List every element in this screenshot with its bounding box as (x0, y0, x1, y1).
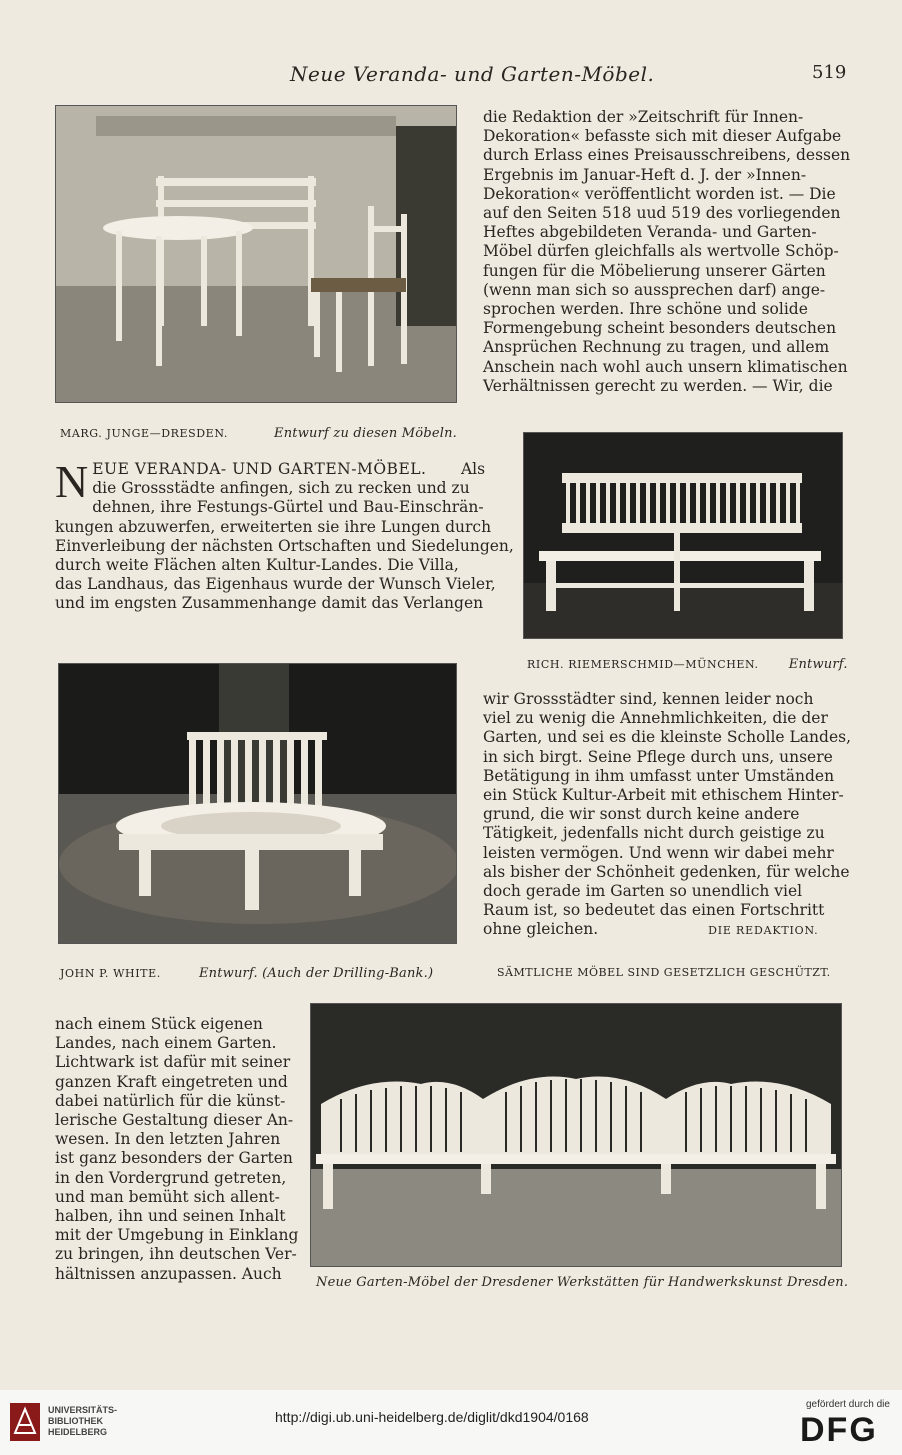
text-line: dabei natürlich für die künst- (55, 1091, 286, 1110)
text-line: und im engsten Zusammenhange damit das Verlangen (55, 594, 484, 613)
text-line: sprochen werden. Ihre schöne und solide (483, 300, 808, 319)
text-left-bottom (55, 1015, 299, 1284)
caption-junge (60, 426, 457, 441)
text-line: Raum ist, so bedeutet das einen Fortschritt (483, 901, 825, 920)
text-line: Ergebnis im Januar-Heft d. J. der »Innen- (483, 165, 807, 184)
text-line: Heftes abgebildeten Veranda- und Garten- (483, 223, 817, 242)
caption-white-author: JOHN P. WHITE. (60, 967, 161, 980)
text-line: Lichtwark ist dafür mit seiner (55, 1053, 291, 1072)
text-line: Garten, und sei es die kleinste Scholle Landes, (483, 728, 851, 747)
text-line: Landes, nach einem Garten. (55, 1034, 277, 1053)
text-line: Ansprüchen Rechnung zu tragen, und allem (483, 338, 830, 357)
caption-junge-note: Entwurf zu diesen Möbeln. (274, 426, 458, 441)
dfg-logo: DFG (800, 1411, 878, 1449)
text-line: nach einem Stück eigenen (55, 1015, 263, 1033)
library-line: BIBLIOTHEK (48, 1416, 103, 1426)
text-line: ein Stück Kultur-Arbeit mit ethischem Hinter- (483, 786, 844, 805)
page-number: 519 (812, 62, 847, 83)
signature-redaktion: DIE REDAKTION. (708, 924, 819, 938)
text-line: Dekoration« veröffentlicht worden ist. — Die (483, 184, 836, 203)
text-line: doch gerade im Garten so unendlich viel (483, 882, 803, 901)
caption-riemerschmid (527, 657, 848, 672)
text-line: Möbel dürfen gleichfalls als wertvolle Schöp- (483, 242, 839, 261)
source-url-link[interactable]: http://digi.ub.uni-heidelberg.de/diglit/dkd1904/0168 (275, 1409, 589, 1425)
caption-white-note: Entwurf. (Auch der Drilling-Bank.) (198, 966, 434, 981)
text-line: Einverleibung der nächsten Ortschaften und Siedelungen, (55, 536, 514, 555)
text-line: Formengebung scheint besonders deutschen (483, 319, 837, 338)
text-line: wesen. In den letzten Jahren (55, 1130, 281, 1149)
intro-heading: EUE VERANDA- UND GARTEN-MÖBEL. (92, 460, 427, 478)
text-line: zu bringen, ihn deutschen Ver- (55, 1245, 297, 1264)
text-line: mit der Umgebung in Einklang (55, 1226, 299, 1245)
text-line: halben, ihn und seinen Inhalt (55, 1207, 286, 1226)
text-line: Verhältnissen gerecht zu werden. — Wir, die (483, 376, 833, 395)
photo-white-tree-bench (58, 663, 457, 944)
library-line: UNIVERSITÄTS- (48, 1405, 118, 1415)
text-line: kungen abzuwerfen, erweiterten sie ihre Lungen durch (55, 517, 492, 536)
text-line: fungen für die Möbelierung unserer Gärten (483, 261, 826, 280)
text-line: das Landhaus, das Eigenhaus wurde der Wunsch Vieler, (55, 575, 496, 594)
text-line: ist ganz besonders der Garten (55, 1149, 293, 1168)
text-line: lerische Gestaltung dieser An- (55, 1111, 294, 1130)
text-line: hältnissen anzupassen. Auch (55, 1264, 282, 1283)
text-line: Anschein nach wohl auch unsern klimatischen (483, 357, 848, 376)
photo-junge-table-chairs (55, 105, 457, 403)
caption-junge-author: MARG. JUNGE—DRESDEN. (60, 427, 228, 440)
text-left-intro (55, 456, 514, 614)
caption-riemerschmid-author: RICH. RIEMERSCHMID—MÜNCHEN. (527, 658, 759, 671)
text-line: ohne gleichen. (483, 920, 599, 939)
university-library-name (48, 1405, 117, 1438)
text-line: durch Erlass eines Preisausschreibens, dessen (483, 146, 851, 165)
text-line: auf den Seiten 518 uud 519 des vorliegenden (483, 204, 841, 223)
text-line: und man bemüht sich allent- (55, 1187, 280, 1206)
text-line: (wenn man sich so aussprechen darf) ange- (483, 280, 826, 299)
text-line: die Grossstädte anfingen, sich zu recken und zu (92, 479, 470, 498)
caption-protection: SÄMTLICHE MÖBEL SIND GESETZLICH GESCHÜTZT. (497, 966, 831, 979)
photo-riemerschmid-bench (523, 432, 843, 639)
text-line: durch weite Flächen alten Kultur-Landes. Die Villa, (55, 556, 459, 575)
photo-dresden-bench (310, 1003, 842, 1267)
text-line: Als (460, 460, 486, 478)
page-header-title: Neue Veranda- und Garten-Möbel. (290, 62, 655, 86)
caption-dresden (316, 1275, 848, 1290)
text-line: viel zu wenig die Annehmlichkeiten, die der (483, 709, 828, 728)
text-line: dehnen, ihre Festungs-Gürtel und Bau-Einschrän- (92, 498, 484, 517)
text-line: Tätigkeit, jedenfalls nicht durch geistige zu (483, 824, 825, 843)
text-line: ganzen Kraft eingetreten und (55, 1072, 288, 1091)
text-line: Betätigung in ihm umfasst unter Umständen (483, 766, 835, 785)
text-line: leisten vermögen. Und wenn wir dabei mehr (483, 843, 834, 862)
text-line: in sich birgt. Seine Pflege durch uns, unsere (483, 747, 833, 766)
caption-white (60, 966, 433, 981)
caption-riemerschmid-note: Entwurf. (788, 657, 848, 672)
text-line: die Redaktion der »Zeitschrift für Innen- (483, 108, 804, 126)
university-library-logo-icon (10, 1403, 40, 1441)
text-right-middle (483, 690, 851, 941)
text-line: wir Grossstädter sind, kennen leider noch (483, 690, 814, 708)
funding-label: gefördert durch die (806, 1399, 890, 1410)
text-line: in den Vordergrund getreten, (55, 1168, 287, 1187)
text-line: Dekoration« befasste sich mit dieser Aufgabe (483, 127, 842, 146)
dropcap: N (55, 456, 89, 507)
library-line: HEIDELBERG (48, 1427, 108, 1437)
text-line: als bisher der Schönheit gedenken, für welche (483, 862, 850, 881)
text-line: grund, die wir sonst durch keine andere (483, 805, 800, 824)
text-right-top (483, 108, 851, 396)
caption-dresden-text: Neue Garten-Möbel der Dresdener Werkstätten für Handwerkskunst Dresden. (316, 1275, 849, 1290)
